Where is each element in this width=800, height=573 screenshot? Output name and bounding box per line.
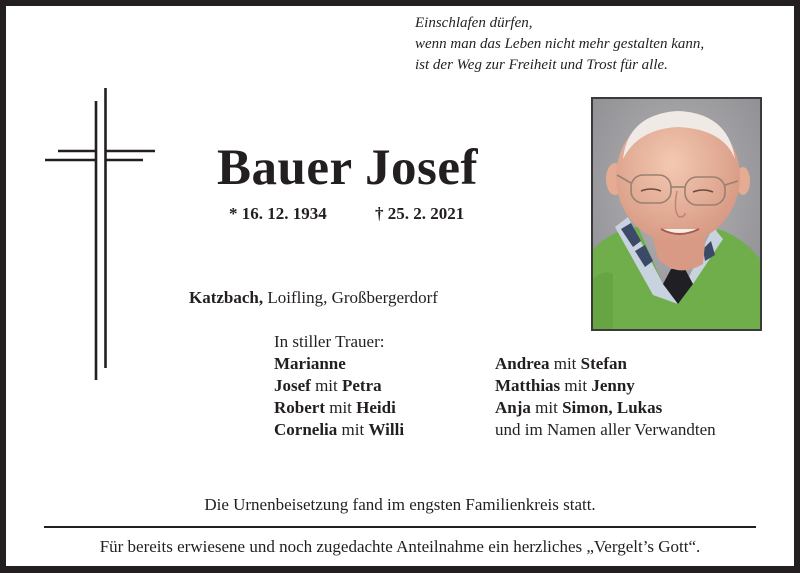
mourner-partner: Simon, Lukas [562, 398, 663, 417]
mourner-name: Cornelia [274, 420, 338, 439]
divider-rule [44, 526, 756, 528]
mourner-separator: mit [560, 376, 592, 395]
mourner-partner: Heidi [356, 398, 396, 417]
deceased-name: Bauer Josef [217, 140, 478, 196]
mourners-right-column [495, 353, 716, 441]
motto-line: ist der Weg zur Freiheit und Trost für alle. [415, 57, 668, 73]
mourner-entry [274, 375, 404, 397]
mourner-name: Anja [495, 398, 531, 417]
mourning-intro: In stiller Trauer: [274, 332, 385, 351]
mourner-partner: Jenny [591, 376, 635, 395]
mourner-name: Matthias [495, 376, 561, 395]
mourner-partner: Stefan [580, 354, 627, 373]
place-others: Loifling, Großbergerdorf [263, 288, 438, 307]
mourning-closing: und im Namen aller Verwandten [495, 420, 716, 439]
mourner-name: Josef [274, 376, 311, 395]
mourner-entry [495, 375, 716, 397]
mourners-left-column [274, 331, 404, 441]
burial-notice: Die Urnenbeisetzung fand im engsten Familienkreis statt. [204, 495, 596, 514]
mourner-partner: Willi [368, 420, 405, 439]
places [189, 288, 438, 308]
mourner-entry [274, 419, 404, 441]
birth-date: * 16. 12. 1934 [229, 204, 327, 223]
place-primary: Katzbach, [189, 288, 264, 307]
mourner-partner: Petra [342, 376, 382, 395]
mourner-separator: mit [337, 420, 369, 439]
death-date: † 25. 2. 2021 [375, 204, 465, 223]
mourner-entry [495, 353, 716, 375]
mourner-name: Andrea [495, 354, 550, 373]
mourner-separator: mit [324, 398, 357, 417]
mourner-separator: mit [530, 398, 563, 417]
motto-line: Einschlafen dürfen, [415, 15, 533, 31]
portrait-photo [591, 97, 762, 331]
mourner-name: Robert [274, 398, 325, 417]
mourner-entry [495, 397, 716, 419]
motto-line: wenn man das Leben nicht mehr gestalten kann, [415, 36, 705, 52]
portrait-illustration [593, 99, 760, 329]
mourner-separator: mit [549, 354, 581, 373]
mourner-name: Marianne [274, 354, 346, 373]
mourner-entry [274, 353, 404, 375]
mourner-entry [274, 397, 404, 419]
motto-quote [415, 13, 704, 76]
mourner-separator: mit [310, 376, 342, 395]
thanks-notice: Für bereits erwiesene und noch zugedachte Anteilnahme ein herzliches „Vergelt’s Gott“. [99, 537, 701, 556]
